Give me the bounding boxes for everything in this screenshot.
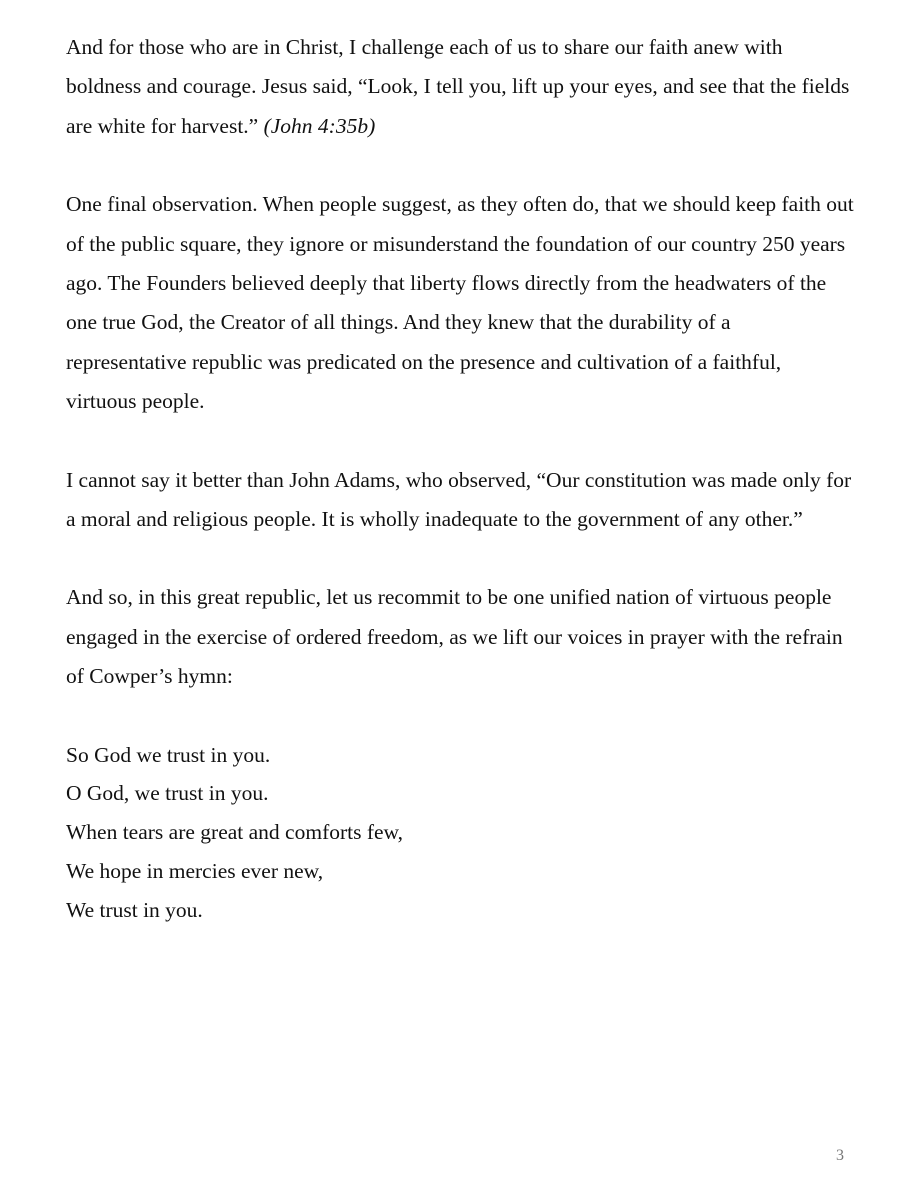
verse-line: O God, we trust in you.	[66, 781, 269, 806]
verse-line: We trust in you.	[66, 897, 203, 922]
scripture-citation: (John 4:35b)	[263, 113, 376, 138]
page-number: 3	[836, 1147, 844, 1164]
verse-line: So God we trust in you.	[66, 742, 271, 767]
paragraph-challenge-text: And for those who are in Christ, I challenge each of us to share our faith anew with boldness and courage. Jesus said, “Look, I tell you, lift up your eyes, and see that the fields are white for harvest.”	[66, 35, 850, 138]
verse-line: When tears are great and comforts few,	[66, 820, 404, 845]
verse-line: We hope in mercies ever new,	[66, 859, 324, 884]
paragraph-challenge	[66, 28, 856, 146]
hymn-verse	[66, 736, 856, 930]
document-page	[66, 28, 856, 930]
paragraph-john-adams-quote: I cannot say it better than John Adams, who observed, “Our constitution was made only for a moral and religious people. It is wholly inadequate to the government of any other.”	[66, 467, 852, 532]
paragraph-recommit: And so, in this great republic, let us recommit to be one unified nation of virtuous people engaged in the exercise of ordered freedom, as we lift our voices in prayer with the refrain of Cowper’s hymn:	[66, 585, 843, 689]
paragraph-final-observation: One final observation. When people suggest, as they often do, that we should keep faith out of the public square, they ignore or misunderstand the foundation of our country 250 years ago. The Founders believed deeply that liberty flows directly from the headwaters of the one true God, the Creator of all things. And they knew that the durability of a representative republic was predicated on the presence and cultivation of a faithful, virtuous people.	[66, 192, 854, 414]
